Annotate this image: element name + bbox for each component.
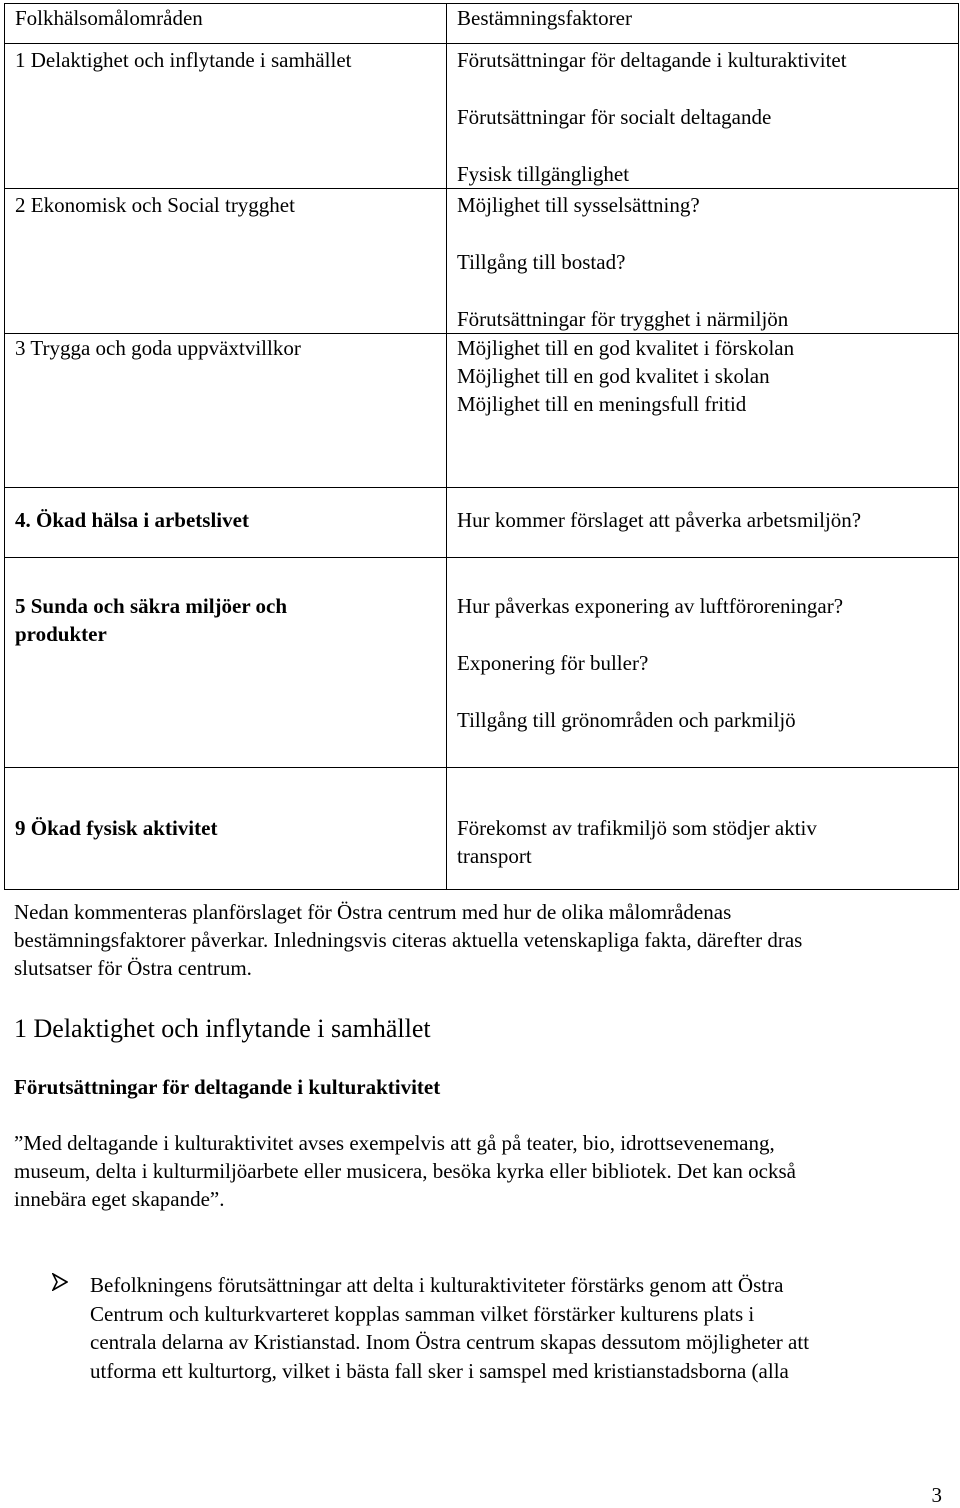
area-label: 3 Trygga och goda uppväxtvillkor [15, 336, 301, 360]
factors-cell [447, 44, 959, 189]
factor-item: Möjlighet till en meningsfull fritid [457, 392, 747, 416]
factor-item: Tillgång till grönområden och parkmiljö [457, 708, 796, 732]
factor-item: Tillgång till bostad? [457, 250, 626, 274]
area-label: 9 Ökad fysisk aktivitet [15, 816, 218, 840]
factor-item: Möjlighet till en god kvalitet i skolan [457, 364, 770, 388]
area-cell [5, 189, 447, 334]
page-number: 3 [931, 1483, 942, 1507]
quote-line: ”Med deltagande i kulturaktivitet avses exempelvis att gå på teater, bio, idrottsevenemang, [14, 1131, 775, 1155]
table-row [5, 488, 959, 558]
bullet-line: Befolkningens förutsättningar att delta i kulturaktiviteter förstärks genom att Östra [90, 1273, 784, 1297]
table-row [5, 558, 959, 768]
bullet-paragraph [90, 1271, 940, 1385]
intro-line: bestämningsfaktorer påverkar. Inledningsvis citeras aktuella vetenskapliga fakta, därefter dras [14, 928, 803, 952]
intro-line: slutsatser för Östra centrum. [14, 956, 252, 980]
factors-cell [447, 189, 959, 334]
factor-item: Hur kommer förslaget att påverka arbetsmiljön? [457, 508, 862, 532]
header-cell-factors: Bestämningsfaktorer [447, 4, 959, 44]
area-label: 1 Delaktighet och inflytande i samhället [15, 48, 352, 72]
factor-item-line: transport [457, 844, 532, 868]
header-cell-areas: Folkhälsomålområden [5, 4, 447, 44]
bullet-line: Centrum och kulturkvarteret kopplas samman vilket förstärker kulturens plats i [90, 1301, 755, 1326]
table-row [5, 768, 959, 890]
area-label: 2 Ekonomisk och Social trygghet [15, 193, 295, 217]
factor-item: Förutsättningar för deltagande i kulturaktivitet [457, 48, 847, 72]
quote-paragraph [14, 1129, 949, 1213]
factors-cell [447, 334, 959, 488]
bullet-line: centrala delarna av Kristianstad. Inom Östra centrum skapas dessutom möjligheter att [90, 1330, 810, 1354]
factor-item: Förutsättningar för trygghet i närmiljön [457, 307, 789, 331]
area-cell [5, 488, 447, 558]
factors-cell [447, 558, 959, 768]
factor-item: Förutsättningar för socialt deltagande [457, 105, 772, 129]
area-label: 4. Ökad hälsa i arbetslivet [15, 508, 249, 532]
factors-cell [447, 488, 959, 558]
bullet-line: utforma ett kulturtorg, vilket i bästa fall sker i samspel med kristianstadsborna (alla [90, 1358, 789, 1383]
table-row [5, 189, 959, 334]
table-row [5, 44, 959, 189]
quote-line: innebära eget skapande”. [14, 1187, 225, 1211]
arrow-bullet-icon [52, 1272, 68, 1297]
factor-item: Fysisk tillgänglighet [457, 162, 630, 186]
factor-item: Hur påverkas exponering av luftföroreningar? [457, 594, 844, 618]
factor-item: Exponering för buller? [457, 651, 649, 675]
area-cell [5, 558, 447, 768]
intro-paragraph [14, 898, 949, 982]
area-cell [5, 334, 447, 488]
area-label-line: 5 Sunda och säkra miljöer och [15, 594, 288, 618]
factors-cell [447, 768, 959, 890]
subheading: Förutsättningar för deltagande i kulturaktivitet [14, 1075, 441, 1099]
table-header-row [5, 4, 959, 44]
area-label-line: produkter [15, 622, 107, 646]
section-heading: 1 Delaktighet och inflytande i samhället [14, 1014, 431, 1043]
factor-item: Möjlighet till en god kvalitet i förskolan [457, 336, 795, 360]
table-row [5, 334, 959, 488]
quote-line: museum, delta i kulturmiljöarbete eller musicera, besöka kyrka eller bibliotek. Det kan också [14, 1159, 796, 1183]
factor-item: Möjlighet till sysselsättning? [457, 193, 700, 217]
intro-line: Nedan kommenteras planförslaget för Östra centrum med hur de olika målområdenas [14, 900, 732, 924]
public-health-table [4, 3, 959, 890]
factor-item-line: Förekomst av trafikmiljö som stödjer aktiv [457, 816, 817, 840]
area-cell [5, 768, 447, 890]
area-cell [5, 44, 447, 189]
